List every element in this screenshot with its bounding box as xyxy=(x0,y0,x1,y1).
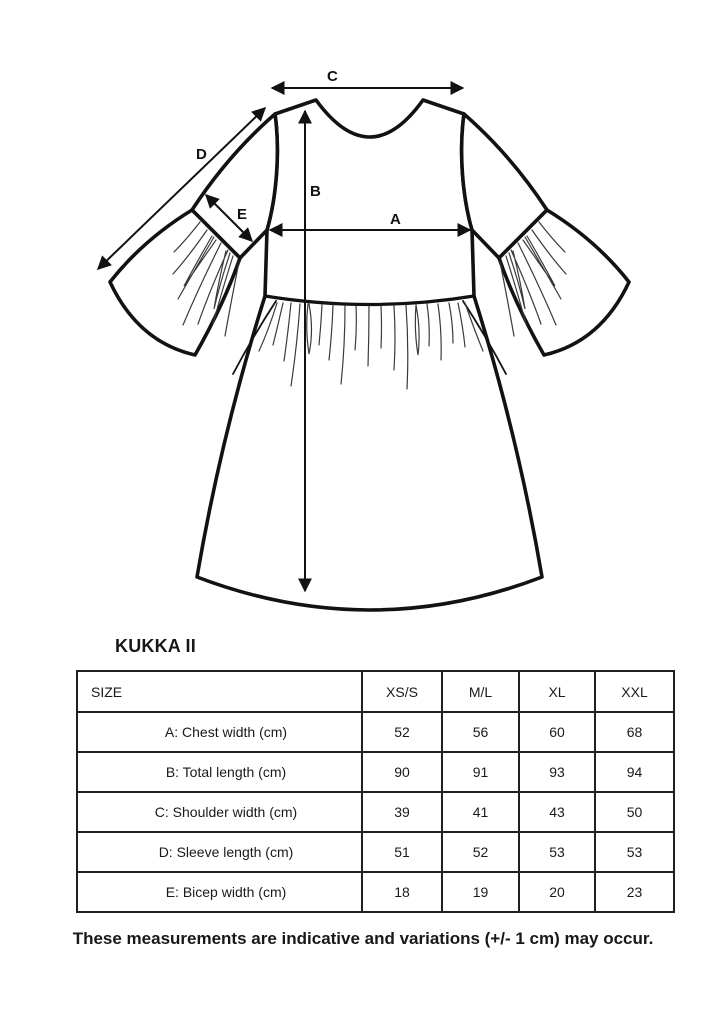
column-header-size: SIZE xyxy=(77,671,362,712)
measurement-label-a: A xyxy=(390,211,401,228)
table-row-sleeve-length xyxy=(77,832,674,872)
size-table xyxy=(76,670,675,913)
measurement-disclaimer: These measurements are indicative and variations (+/- 1 cm) may occur. xyxy=(72,929,654,948)
measurement-label-c: C xyxy=(327,68,338,85)
size-table-header-row xyxy=(77,671,674,712)
measurement-value: 94 xyxy=(595,752,674,792)
column-header-ml: M/L xyxy=(442,671,519,712)
column-header-xxl: XXL xyxy=(595,671,674,712)
measurement-label-d: D xyxy=(196,146,207,163)
measurement-value: 93 xyxy=(519,752,595,792)
measurement-value: 91 xyxy=(442,752,519,792)
measurement-value: 41 xyxy=(442,792,519,832)
measurement-value: 51 xyxy=(362,832,442,872)
measurement-value: 23 xyxy=(595,872,674,912)
table-row-bicep-width xyxy=(77,872,674,912)
measurement-row-label: B: Total length (cm) xyxy=(77,752,362,792)
measurement-row-label: E: Bicep width (cm) xyxy=(77,872,362,912)
measurement-row-label: C: Shoulder width (cm) xyxy=(77,792,362,832)
measurement-value: 53 xyxy=(595,832,674,872)
measurement-value: 60 xyxy=(519,712,595,752)
measurement-row-label: A: Chest width (cm) xyxy=(77,712,362,752)
measurement-value: 68 xyxy=(595,712,674,752)
measurement-value: 19 xyxy=(442,872,519,912)
product-title: KUKKA II xyxy=(115,636,196,656)
measurement-value: 43 xyxy=(519,792,595,832)
measurement-value: 50 xyxy=(595,792,674,832)
measurement-label-e: E xyxy=(237,206,248,223)
column-header-xss: XS/S xyxy=(362,671,442,712)
measurement-value: 52 xyxy=(362,712,442,752)
measurement-value: 52 xyxy=(442,832,519,872)
measurement-label-b: B xyxy=(310,183,321,200)
table-row-total-length xyxy=(77,752,674,792)
measurement-value: 39 xyxy=(362,792,442,832)
measurement-value: 53 xyxy=(519,832,595,872)
column-header-xl: XL xyxy=(519,671,595,712)
measurement-row-label: D: Sleeve length (cm) xyxy=(77,832,362,872)
measurement-value: 90 xyxy=(362,752,442,792)
table-row-shoulder-width xyxy=(77,792,674,832)
measurement-value: 20 xyxy=(519,872,595,912)
measurement-value: 56 xyxy=(442,712,519,752)
table-row-chest-width xyxy=(77,712,674,752)
measurement-value: 18 xyxy=(362,872,442,912)
